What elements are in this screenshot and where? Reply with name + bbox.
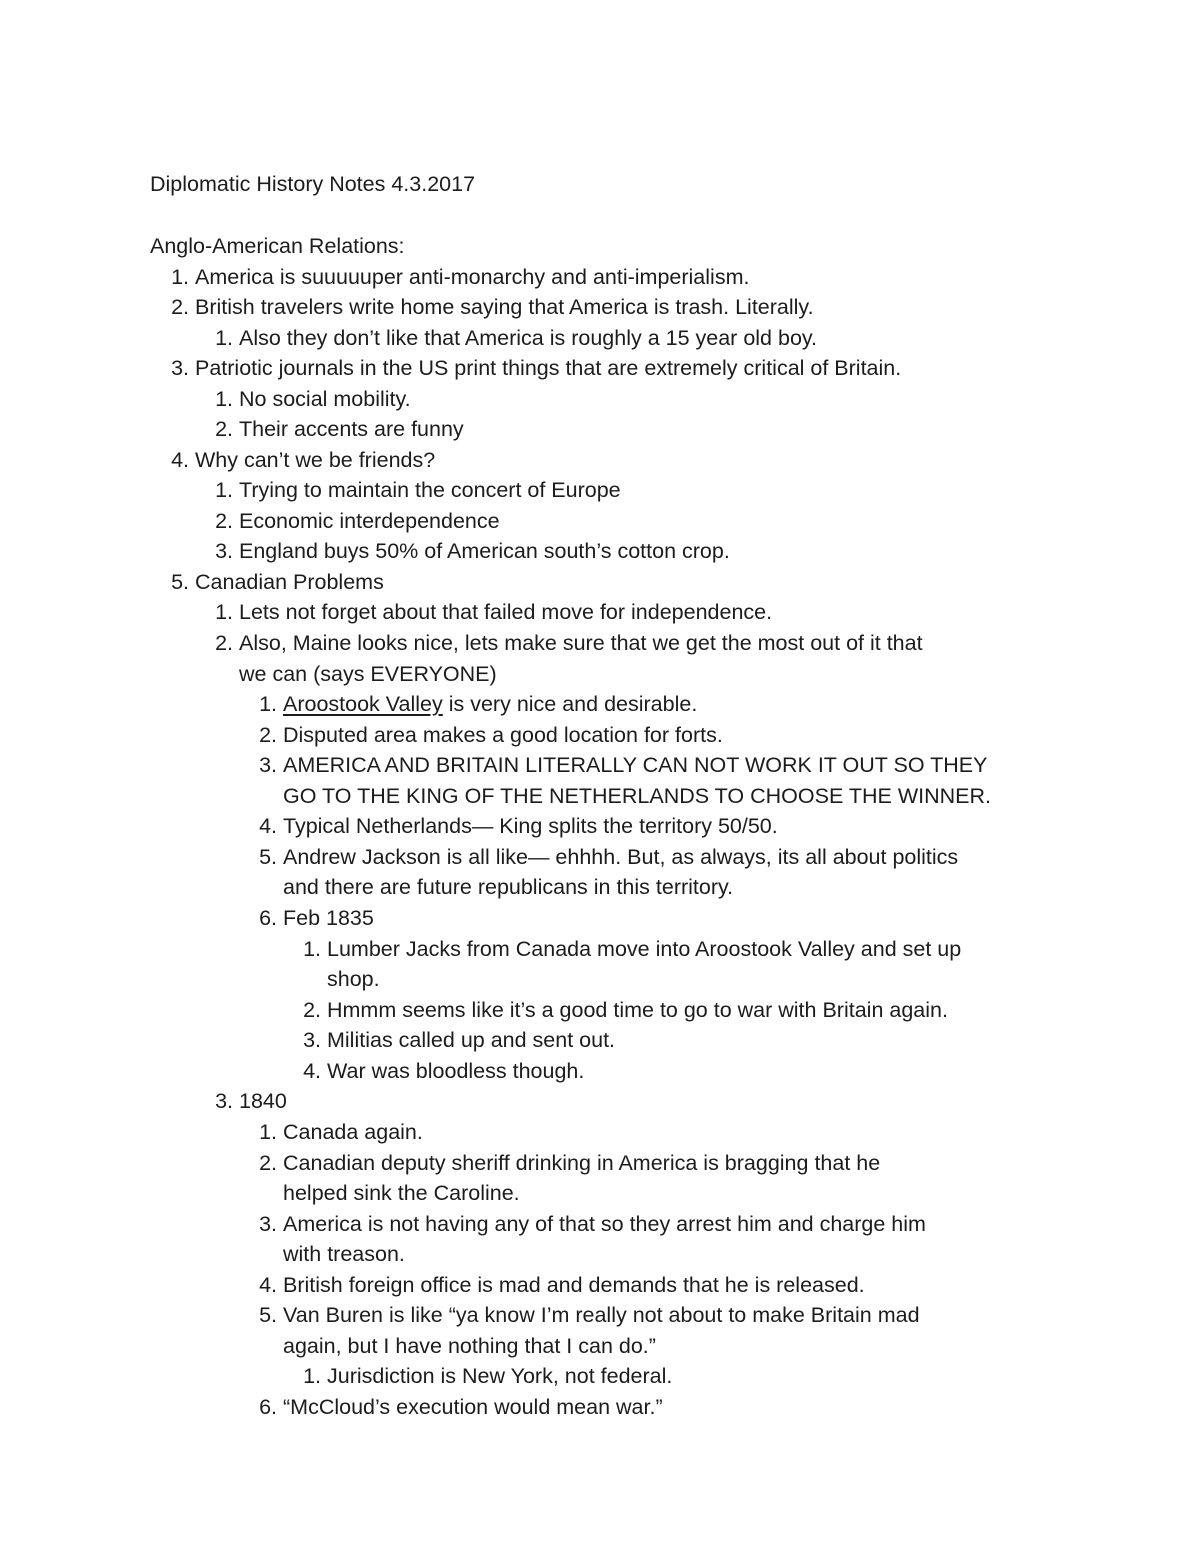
- list-item-text: No social mobility.: [239, 387, 411, 411]
- list-item-text: “McCloud’s execution would mean war.”: [283, 1395, 663, 1419]
- list-item-text: Patriotic journals in the US print things that are extremely critical of Britain.: [195, 356, 902, 380]
- list-marker: 3.: [259, 753, 277, 777]
- list-item-text: helped sink the Caroline.: [283, 1181, 520, 1205]
- list-marker: 4.: [259, 1273, 277, 1297]
- list-marker: 1.: [215, 478, 233, 502]
- list-item-text: Jurisdiction is New York, not federal.: [327, 1364, 673, 1388]
- list-marker: 4.: [171, 448, 189, 472]
- list-item-text: Also they don’t like that America is roughly a 15 year old boy.: [239, 326, 818, 350]
- list-item-text: Hmmm seems like it’s a good time to go to war with Britain again.: [327, 998, 948, 1022]
- list-item-text: Their accents are funny: [239, 417, 464, 441]
- list-item-text: America is not having any of that so they arrest him and charge him: [283, 1212, 926, 1236]
- list-item-text: Why can’t we be friends?: [195, 448, 436, 472]
- list-marker: 4.: [259, 814, 277, 838]
- list-marker: 1.: [303, 937, 321, 961]
- underlined-term: Aroostook Valley: [283, 692, 443, 716]
- list-item-text: England buys 50% of American south’s cotton crop.: [239, 539, 730, 563]
- list-item-text: Andrew Jackson is all like— ehhhh. But, as always, its all about politics: [283, 845, 959, 869]
- list-item-text: Aroostook Valley is very nice and desirable.: [283, 692, 698, 716]
- list-item-text: British foreign office is mad and demands that he is released.: [283, 1273, 865, 1297]
- list-item-text: Economic interdependence: [239, 509, 500, 533]
- list-item-text: Feb 1835: [283, 906, 374, 930]
- list-marker: 1.: [303, 1364, 321, 1388]
- list-marker: 5.: [171, 570, 189, 594]
- list-marker: 2.: [215, 417, 233, 441]
- list-marker: 3.: [215, 539, 233, 563]
- list-item-text: Militias called up and sent out.: [327, 1028, 616, 1052]
- list-item-text: Canadian Problems: [195, 570, 384, 594]
- list-item-text: Canadian deputy sheriff drinking in America is bragging that he: [283, 1151, 881, 1175]
- document-title: Diplomatic History Notes 4.3.2017: [150, 172, 476, 196]
- list-marker: 2.: [259, 1151, 277, 1175]
- list-item-text: again, but I have nothing that I can do.”: [283, 1334, 656, 1358]
- list-marker: 3.: [303, 1028, 321, 1052]
- list-item-text: British travelers write home saying that America is trash. Literally.: [195, 295, 814, 319]
- list-item-text: Disputed area makes a good location for forts.: [283, 723, 723, 747]
- list-item-text: AMERICA AND BRITAIN LITERALLY CAN NOT WORK IT OUT SO THEY: [283, 753, 988, 777]
- list-marker: 2.: [215, 631, 233, 655]
- list-item-text: Van Buren is like “ya know I’m really not about to make Britain mad: [283, 1303, 920, 1327]
- list-item-text: GO TO THE KING OF THE NETHERLANDS TO CHOOSE THE WINNER.: [283, 784, 992, 808]
- list-item-text: Trying to maintain the concert of Europe: [239, 478, 621, 502]
- list-marker: 1.: [259, 692, 277, 716]
- list-item-text: Typical Netherlands— King splits the territory 50/50.: [283, 814, 778, 838]
- list-marker: 4.: [303, 1059, 321, 1083]
- section-heading: Anglo-American Relations:: [150, 234, 405, 258]
- list-marker: 3.: [171, 356, 189, 380]
- list-item-text: Also, Maine looks nice, lets make sure that we get the most out of it that: [239, 631, 923, 655]
- list-marker: 6.: [259, 906, 277, 930]
- list-marker: 1.: [215, 387, 233, 411]
- list-marker: 5.: [259, 845, 277, 869]
- list-marker: 1.: [259, 1120, 277, 1144]
- list-marker: 2.: [303, 998, 321, 1022]
- list-item-text: and there are future republicans in this territory.: [283, 875, 734, 899]
- list-item-text: Lets not forget about that failed move for independence.: [239, 600, 773, 624]
- list-item-text: Lumber Jacks from Canada move into Aroostook Valley and set up: [327, 937, 962, 961]
- list-item-text: with treason.: [283, 1242, 405, 1266]
- list-item-text: War was bloodless though.: [327, 1059, 585, 1083]
- list-item-text: America is suuuuuper anti-monarchy and anti-imperialism.: [195, 265, 750, 289]
- list-marker: 6.: [259, 1395, 277, 1419]
- list-marker: 1.: [215, 326, 233, 350]
- list-marker: 1.: [215, 600, 233, 624]
- list-marker: 3.: [215, 1089, 233, 1113]
- list-marker: 5.: [259, 1303, 277, 1327]
- list-item-text: Canada again.: [283, 1120, 423, 1144]
- list-marker: 2.: [171, 295, 189, 319]
- list-marker: 3.: [259, 1212, 277, 1236]
- list-marker: 1.: [171, 265, 189, 289]
- list-item-text: 1840: [239, 1089, 287, 1113]
- list-marker: 2.: [215, 509, 233, 533]
- list-item-text: shop.: [327, 967, 380, 991]
- list-marker: 2.: [259, 723, 277, 747]
- list-item-text: we can (says EVERYONE): [239, 662, 497, 686]
